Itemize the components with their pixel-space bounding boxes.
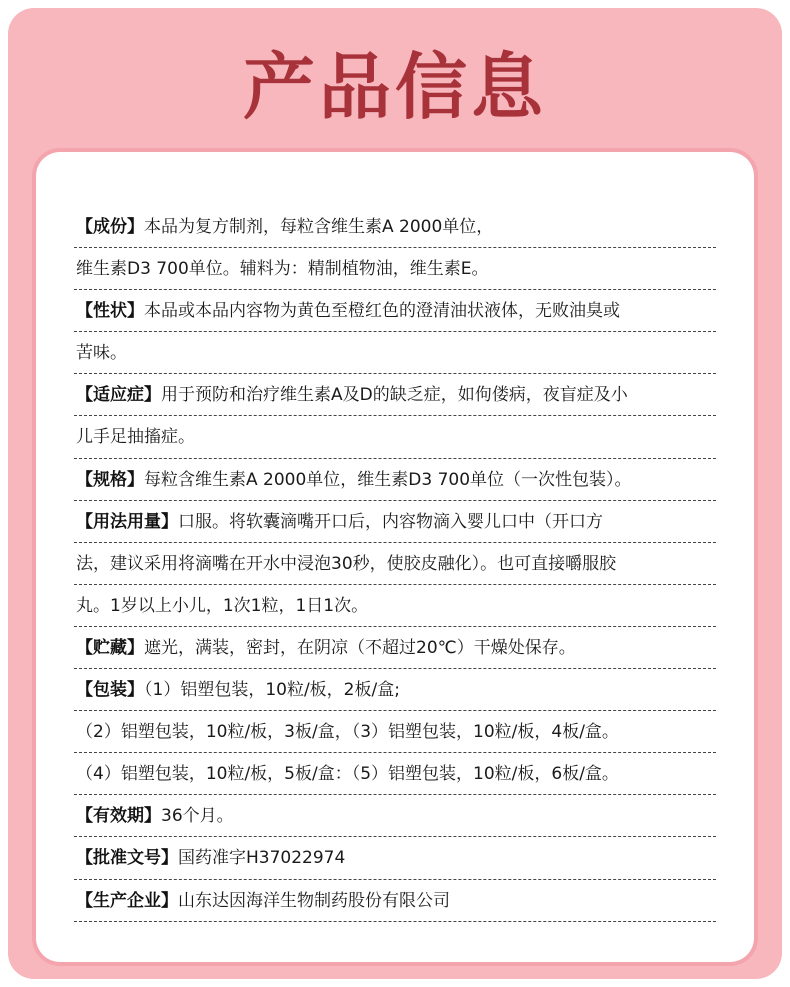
info-row <box>74 753 716 795</box>
row-text: 本品或本品内容物为黄色至橙红色的澄清油状液体，无败油臭或 <box>144 301 620 322</box>
row-text: 法，建议采用将滴嘴在开水中浸泡30秒，使胶皮融化）。也可直接嚼服胶 <box>76 553 617 574</box>
info-row <box>74 627 716 669</box>
row-text: 遮光，满装，密封，在阴凉（不超过20℃）干燥处保存。 <box>144 637 576 658</box>
info-row <box>74 374 716 416</box>
row-text: 儿手足抽搐症。 <box>76 427 195 448</box>
row-label: 【成份】 <box>76 217 144 237</box>
info-row <box>74 543 716 585</box>
row-label: 【适应症】 <box>76 385 161 406</box>
info-row <box>74 669 716 711</box>
info-card <box>36 152 754 962</box>
row-label: 【批准文号】 <box>76 848 178 869</box>
row-label: 【性状】 <box>76 301 144 322</box>
info-list <box>74 206 716 922</box>
row-label: 【生产企业】 <box>76 890 178 911</box>
info-row <box>74 290 716 332</box>
row-text: 维生素D3 700单位。辅料为：精制植物油，维生素E。 <box>76 259 489 280</box>
row-text: 丸。1岁以上小儿，1次1粒，1日1次。 <box>76 595 369 616</box>
row-label: 【用法用量】 <box>76 511 178 532</box>
info-row <box>74 416 716 458</box>
info-row <box>74 585 716 627</box>
row-text: （2）铝塑包装，10粒/板，3板/盒，（3）铝塑包装，10粒/板，4板/盒。 <box>76 722 619 743</box>
info-row <box>74 837 716 879</box>
row-text: 36个月。 <box>161 806 234 827</box>
info-row <box>74 501 716 543</box>
row-label: 【有效期】 <box>76 806 161 827</box>
row-label: 【包装】 <box>76 680 144 701</box>
row-text: 苦味。 <box>76 343 127 364</box>
row-label: 【贮藏】 <box>76 637 144 658</box>
row-text: 用于预防和治疗维生素A及D的缺乏症，如佝偻病，夜盲症及小 <box>161 385 628 406</box>
info-row <box>74 795 716 837</box>
info-row <box>74 711 716 753</box>
product-info-panel <box>8 8 782 979</box>
info-row <box>74 248 716 290</box>
page-title: 产品信息 <box>242 45 547 129</box>
row-text: （4）铝塑包装，10粒/板，5板/盒：（5）铝塑包装，10粒/板，6板/盒。 <box>76 764 619 785</box>
row-label: 【规格】 <box>76 469 144 490</box>
row-text: 口服。将软囊滴嘴开口后，内容物滴入婴儿口中（开口方 <box>178 511 603 532</box>
info-row <box>74 880 716 922</box>
row-text: 国药准字H37022974 <box>178 848 346 869</box>
info-row <box>74 459 716 501</box>
row-text: 每粒含维生素A 2000单位，维生素D3 700单位（一次性包装）。 <box>144 469 632 490</box>
row-text: 山东达因海洋生物制药股份有限公司 <box>178 890 450 911</box>
row-text: （1）铝塑包装，10粒/板，2板/盒; <box>144 680 400 701</box>
info-row <box>74 206 716 248</box>
info-row <box>74 332 716 374</box>
row-text: 本品为复方制剂，每粒含维生素A 2000单位， <box>144 217 494 237</box>
